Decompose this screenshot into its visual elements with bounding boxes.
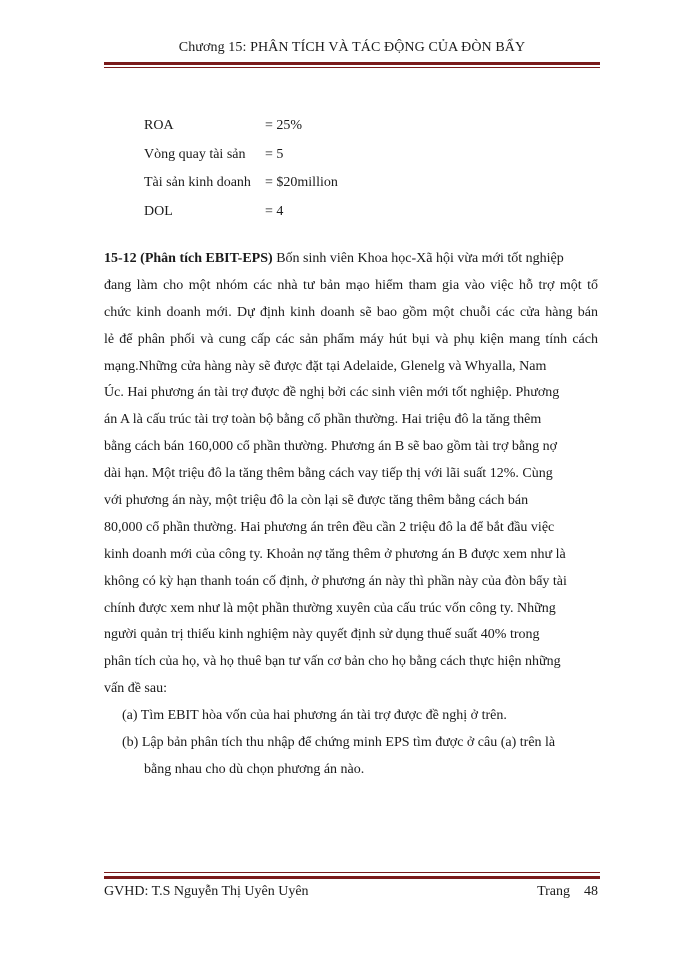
metric-label: DOL [144,203,173,219]
paragraph-line: lẻ để phân phối và cung cấp các sản phẩm máy hút bụi và phụ kiện mang tính cách [104,331,598,347]
page-footer [104,884,600,900]
list-item-a: (a) Tìm EBIT hòa vốn của hai phương án tài trợ được đề nghị ở trên. [122,708,507,724]
paragraph-line: án A là cấu trúc tài trợ toàn bộ bằng cổ phần thường. Hai triệu đô la tăng thêm [104,412,542,428]
paragraph-line: chức kinh doanh mới. Dự định kinh doanh sẽ bao gồm một chuỗi các cửa hàng bán [104,304,598,320]
problem-number-title: 15-12 (Phân tích EBIT-EPS) [104,251,273,266]
problem-first-line [104,246,598,273]
metrics-list [144,116,338,230]
metric-row-asset-turnover [144,145,338,174]
paragraph-line: phân tích của họ, và họ thuê bạn tư vấn cơ bản cho họ bằng cách thực hiện những [104,654,561,670]
header-rule-thick [104,62,600,65]
metric-value: = 4 [265,203,284,219]
paragraph-line: người quản trị thiếu kinh nghiệm này quyết định sử dụng thuế suất 40% trong [104,627,540,643]
problem-body [104,246,598,784]
metric-row-operating-assets [144,173,338,202]
paragraph-line: Úc. Hai phương án tài trợ được đề nghị bởi các sinh viên mới tốt nghiệp. Phương [104,385,560,401]
list-item-b: (b) Lập bản phân tích thu nhập để chứng minh EPS tìm được ở câu (a) trên là [122,735,556,751]
metric-label: ROA [144,118,174,133]
paragraph-line: đang làm cho một nhóm các nhà tư bản mạo hiểm tham gia vào việc hỗ trợ một tổ [104,277,598,293]
paragraph-line: vấn đề sau: [104,681,167,697]
metric-label: Vòng quay tài sản [144,146,246,162]
list-item-b-continued: bằng nhau cho dù chọn phương án nào. [144,761,365,777]
paragraph-line: 80,000 cổ phần thường. Hai phương án trên đều cần 2 triệu đô la để bắt đầu việc [104,519,555,535]
footer-rule-thin [104,872,600,873]
paragraph-line: dài hạn. Một triệu đô la tăng thêm bằng cách vay tiếp thị với lãi suất 12%. Cùng [104,466,553,482]
paragraph-line: không có kỳ hạn thanh toán cố định, ở phương án này thì phần này của đòn bẩy tài [104,573,567,589]
paragraph-line: chính được xem như là một phần thường xuyên của cấu trúc vốn công ty. Những [104,600,556,616]
page-header-title: Chương 15: PHÂN TÍCH VÀ TÁC ĐỘNG CỦA ĐÒN BẨY [178,40,526,55]
page-label: Trang [537,884,570,899]
metric-value: = 25% [265,118,303,133]
metric-row-roa [144,116,338,145]
paragraph-line: mạng.Những cửa hàng này sẽ được đặt tại Adelaide, Glenelg và Whyalla, Nam [104,358,547,374]
paragraph-line: bằng cách bán 160,000 cổ phần thường. Phương án B sẽ bao gồm tài trợ bằng nợ [104,439,558,455]
footer-instructor: GVHD: T.S Nguyễn Thị Uyên Uyên [104,884,309,899]
paragraph-line: kinh doanh mới của công ty. Khoản nợ tăng thêm ở phương án B được xem như là [104,546,566,562]
paragraph-line: với phương án này, một triệu đô la còn lại sẽ được tăng thêm bằng cách bán [104,493,529,509]
metric-row-dol [144,202,338,231]
problem-first-line-text: Bốn sinh viên Khoa học-Xã hội vừa mới tốt nghiệp [276,251,564,266]
header-rule-thin [104,67,600,68]
footer-rule-thick [104,876,600,879]
metric-value: = $20million [265,175,338,190]
metric-label: Tài sản kinh doanh [144,175,251,190]
metric-value: = 5 [265,146,284,162]
page-number-block [537,884,600,900]
page-number: 48 [584,884,598,899]
